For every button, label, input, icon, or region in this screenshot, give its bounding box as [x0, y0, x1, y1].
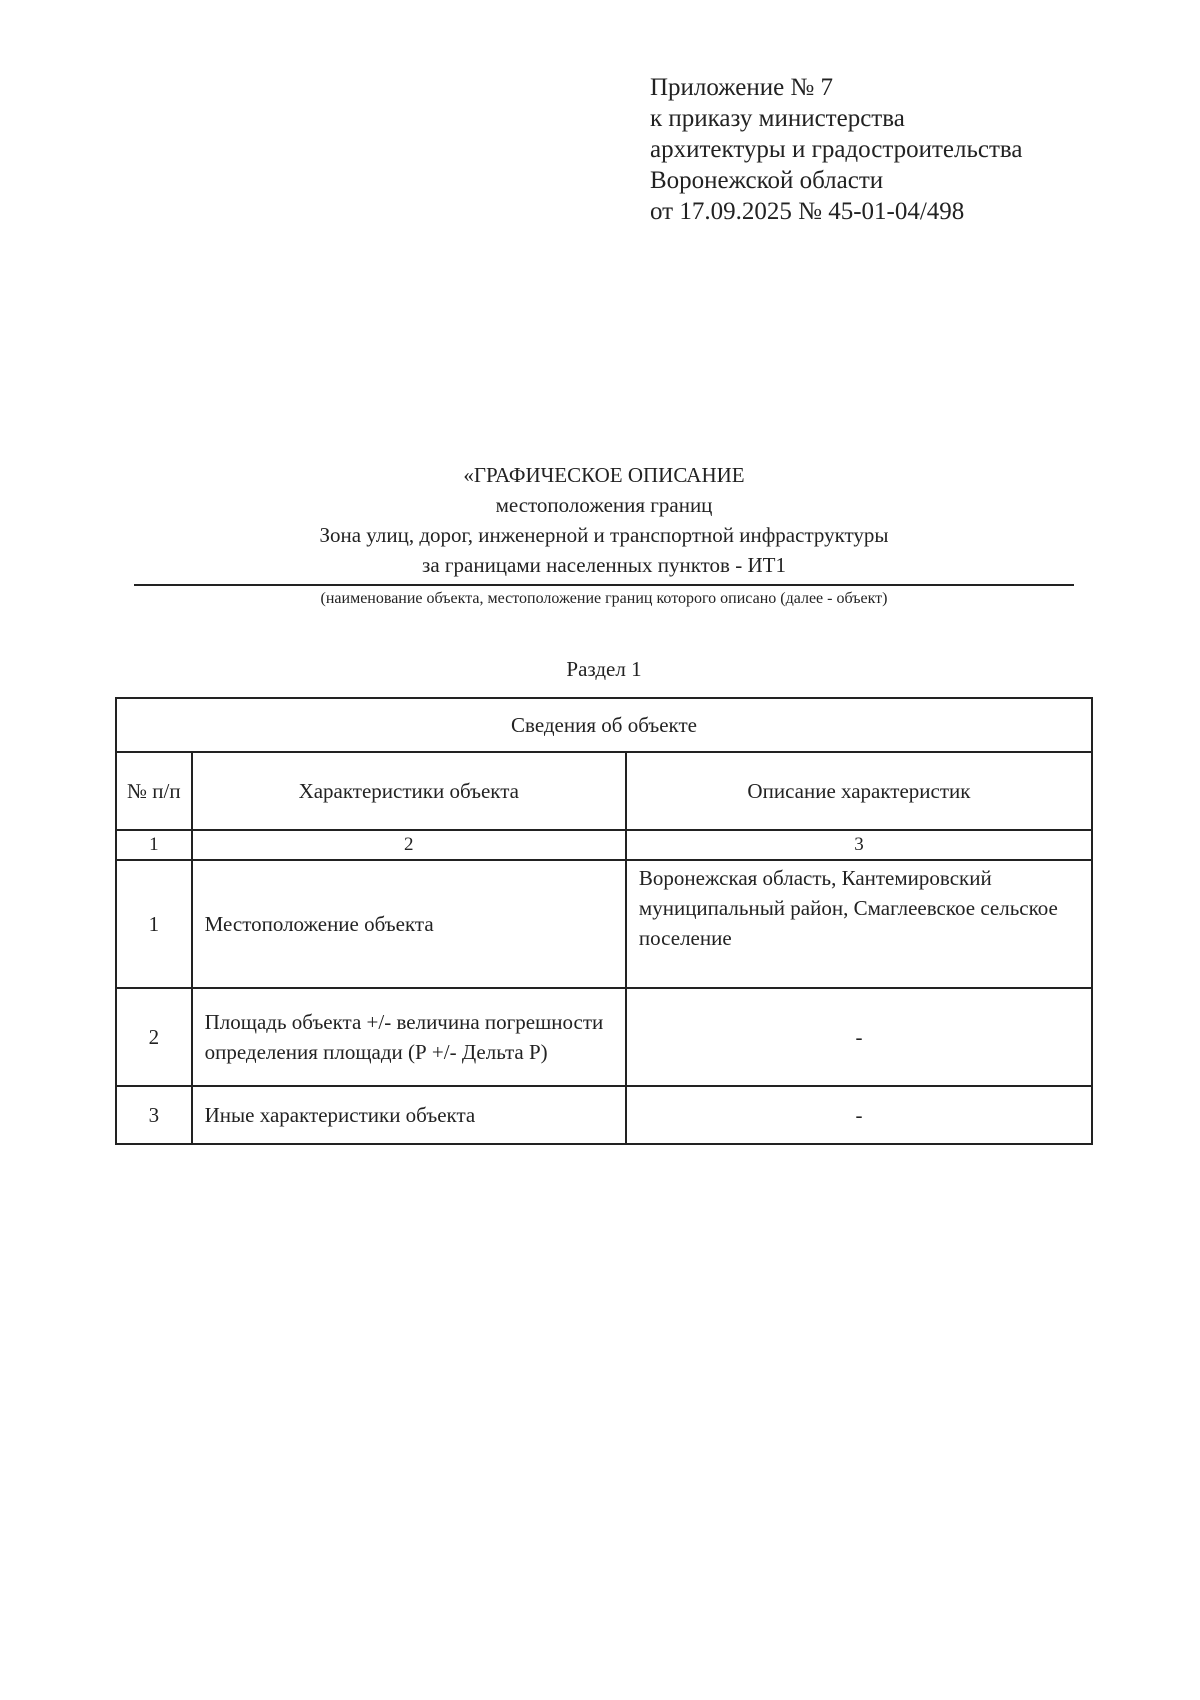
row-description: - — [626, 988, 1092, 1086]
table-row — [116, 988, 1092, 1086]
row-characteristic: Площадь объекта +/- величина погрешности определения площади (Р +/- Дельта Р) — [192, 988, 626, 1086]
object-name-underline — [134, 584, 1074, 586]
row-number: 3 — [116, 1086, 192, 1144]
appendix-line: к приказу министерства — [650, 105, 905, 132]
section-label: Раздел 1 — [566, 657, 642, 681]
object-info-table — [115, 697, 1093, 1145]
table-row — [116, 860, 1092, 988]
header-characteristics: Характеристики объекта — [192, 752, 626, 830]
table-index-row — [116, 830, 1092, 860]
appendix-header — [650, 72, 1022, 227]
row-description: - — [626, 1086, 1092, 1144]
table-row — [116, 1086, 1092, 1144]
row-description: Воронежская область, Кантемировский муниципальный район, Смаглеевское сельское поселение — [626, 860, 1092, 988]
table-caption-row — [116, 698, 1092, 752]
row-characteristic: Иные характеристики объекта — [192, 1086, 626, 1144]
row-characteristic: Местоположение объекта — [192, 860, 626, 988]
appendix-line: Воронежской области — [650, 167, 884, 194]
object-name-caption: (наименование объекта, местоположение границ которого описано (далее - объект) — [320, 590, 888, 607]
appendix-line: от 17.09.2025 № 45-01-04/498 — [650, 198, 965, 225]
object-name-line-2: за границами населенных пунктов - ИТ1 — [422, 553, 786, 577]
header-description: Описание характеристик — [626, 752, 1092, 830]
index-cell: 3 — [626, 830, 1092, 860]
index-cell: 1 — [116, 830, 192, 860]
object-name-line-1: Зона улиц, дорог, инженерной и транспортной инфраструктуры — [319, 523, 889, 547]
document-title: «ГРАФИЧЕСКОЕ ОПИСАНИЕ — [463, 463, 745, 487]
row-number: 2 — [116, 988, 192, 1086]
header-num: № п/п — [116, 752, 192, 830]
document-subtitle: местоположения границ — [495, 493, 713, 517]
row-number: 1 — [116, 860, 192, 988]
document-title-block — [134, 460, 1074, 610]
table-header-row — [116, 752, 1092, 830]
index-cell: 2 — [192, 830, 626, 860]
appendix-line: архитектуры и градостроительства — [650, 136, 1023, 163]
appendix-line: Приложение № 7 — [650, 74, 834, 101]
table-caption: Сведения об объекте — [116, 698, 1092, 752]
